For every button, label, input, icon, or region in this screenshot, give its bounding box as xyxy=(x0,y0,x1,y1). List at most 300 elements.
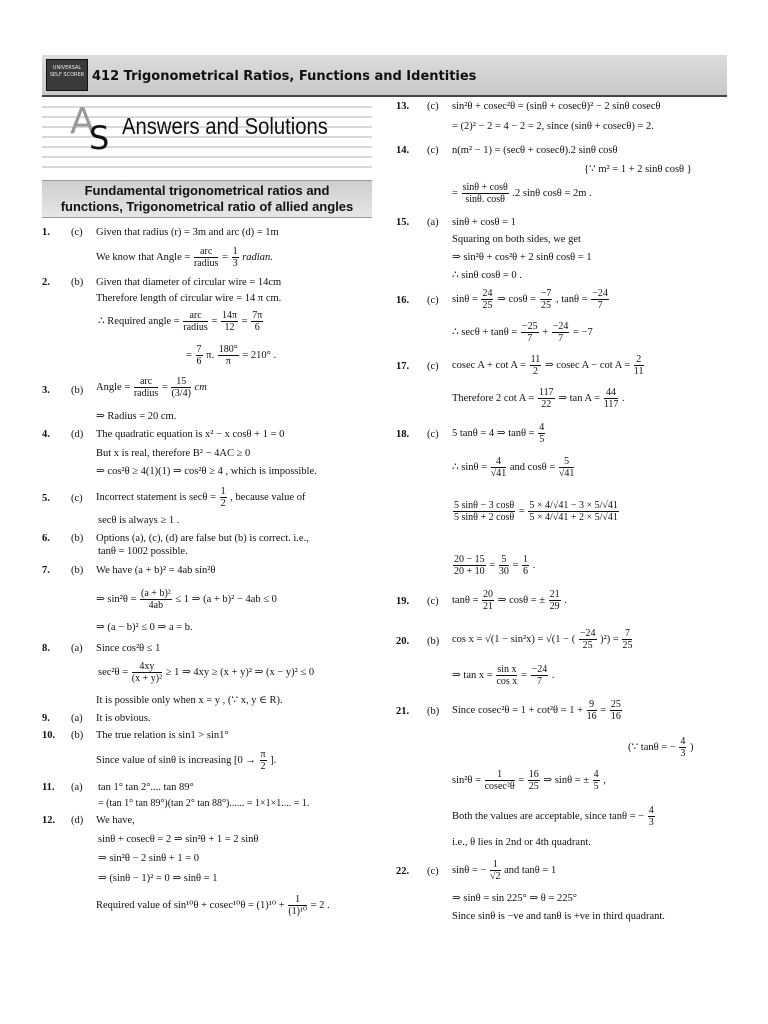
text: Incorrect statement is secθ = xyxy=(96,491,216,503)
answer-2-line3 xyxy=(98,310,264,333)
answer-10-line2 xyxy=(96,749,276,772)
denominator: 25 xyxy=(528,781,539,792)
answer-2-line2: Therefore length of circular wire = 14 π cm. xyxy=(96,293,282,304)
fraction xyxy=(485,769,515,792)
denominator: 25 xyxy=(582,640,593,651)
text: Therefore 2 cot A = xyxy=(452,392,535,404)
fraction xyxy=(132,661,162,684)
banner-letter-s: S xyxy=(89,119,110,157)
text: = xyxy=(161,381,168,393)
fraction xyxy=(531,664,549,687)
fraction xyxy=(251,310,263,333)
fraction xyxy=(538,422,545,445)
denominator: 7 xyxy=(527,333,533,344)
answer-11-line1: tan 1° tan 2°.... tan 89° xyxy=(98,782,194,793)
answer-2 xyxy=(42,276,50,289)
fraction xyxy=(634,354,644,377)
answer-19 xyxy=(396,595,409,608)
answer-number: 14. xyxy=(396,145,410,156)
banner-title: Answers and Solutions xyxy=(122,113,328,139)
text: Angle = xyxy=(96,381,131,393)
answer-option: (c) xyxy=(427,596,439,607)
fraction xyxy=(221,310,238,333)
answer-7-line1: We have (a + b)² = 4ab sin²θ xyxy=(96,565,216,576)
denominator: (3/4) xyxy=(171,388,191,399)
text: cos x = √(1 − sin²x) = √(1 − ( xyxy=(452,633,576,645)
answer-20 xyxy=(396,635,409,648)
text: ⇒ tan x = xyxy=(452,669,493,681)
answer-16-line1 xyxy=(452,288,610,311)
answer-21-line3 xyxy=(452,769,606,792)
answer-15-line4: ∴ sinθ cosθ = 0 . xyxy=(452,270,522,281)
text: .2 sinθ cosθ = 2m . xyxy=(512,187,592,199)
denominator: 7 xyxy=(597,300,603,311)
denominator: 29 xyxy=(549,601,560,612)
fraction xyxy=(491,456,507,479)
denominator: 21 xyxy=(483,601,494,612)
fraction xyxy=(591,288,609,311)
denominator: 4ab xyxy=(148,600,164,611)
answer-21-line5: i.e., θ lies in 2nd or 4th quadrant. xyxy=(452,837,591,848)
section-heading-line2: functions, Trigonometrical ratio of allied angles xyxy=(60,199,354,214)
text: Both the values are acceptable, since tanθ = − xyxy=(452,810,645,822)
answer-1-line2 xyxy=(96,246,273,269)
fraction xyxy=(549,589,561,612)
text: = xyxy=(222,251,228,263)
answer-number: 3. xyxy=(42,385,50,396)
text: π. xyxy=(206,349,215,361)
answer-7-line2 xyxy=(96,588,277,611)
denominator: cosec²θ xyxy=(484,781,515,792)
answer-4-line2: But x is real, therefore B² − 4AC ≥ 0 xyxy=(96,448,251,459)
answer-3-line2: ⇒ Radius = 20 cm. xyxy=(96,411,177,422)
fraction xyxy=(196,344,203,367)
denominator: 3 xyxy=(680,748,686,759)
denominator: 2 xyxy=(220,498,226,509)
answer-15-line1: sinθ + cosθ = 1 xyxy=(452,217,516,228)
answer-number: 8. xyxy=(42,643,50,654)
text: ≥ 1 ⇒ 4xy ≥ (x + y)² ⇒ (x − y)² ≤ 0 xyxy=(165,666,315,678)
numerator: 5 xyxy=(559,456,575,468)
numerator: 180° xyxy=(218,344,238,355)
fraction xyxy=(171,376,190,399)
text: (∵ tanθ = − xyxy=(628,741,676,753)
answer-18-line1 xyxy=(452,422,546,445)
denominator: 25 xyxy=(482,300,493,311)
denominator: √2 xyxy=(490,871,501,882)
denominator: (x + y)² xyxy=(131,673,163,684)
answer-option: (d) xyxy=(71,429,84,440)
numerator: −7 xyxy=(540,288,552,299)
answer-number: 6. xyxy=(42,533,50,544)
text: ∴ Required angle = xyxy=(98,315,180,327)
answer-number: 10. xyxy=(42,730,56,741)
answer-5 xyxy=(42,492,50,505)
answer-number: 12. xyxy=(42,815,56,826)
page-title: 412 Trigonometrical Ratios, Functions and Identities xyxy=(92,69,477,84)
answer-1-line1: Given that radius (r) = 3m and arc (d) = 1m xyxy=(96,227,279,238)
numerator: 2 xyxy=(634,354,644,366)
numerator: −24 xyxy=(592,288,608,299)
text: and tanθ = 1 xyxy=(504,864,557,876)
answer-3 xyxy=(42,384,50,397)
answer-option: (d) xyxy=(71,815,84,826)
answer-option: (a) xyxy=(71,713,83,724)
fraction xyxy=(648,805,655,828)
answer-12-line3: ⇒ sin²θ − 2 sinθ + 1 = 0 xyxy=(98,853,200,864)
answer-option: (c) xyxy=(427,361,439,372)
numerator: 11 xyxy=(530,354,541,365)
answer-number: 19. xyxy=(396,596,410,607)
text: = xyxy=(489,559,496,571)
numerator: 1 xyxy=(220,486,226,497)
answer-number: 4. xyxy=(42,429,50,440)
answer-4 xyxy=(42,428,50,441)
answer-18 xyxy=(396,428,409,441)
denominator: 20 + 10 xyxy=(454,566,485,577)
denominator: 11 xyxy=(633,366,644,377)
answer-number: 13. xyxy=(396,101,410,112)
denominator: 25 xyxy=(622,640,633,651)
denominator: √41 xyxy=(558,468,575,479)
answer-17-line2 xyxy=(452,387,625,410)
numerator: π xyxy=(260,749,266,760)
fraction xyxy=(218,344,239,367)
denominator: 30 xyxy=(498,566,509,577)
answer-number: 15. xyxy=(396,217,410,228)
numerator: 4 xyxy=(491,456,507,468)
answer-15-line3: ⇒ sin²θ + cos²θ + 2 sinθ cosθ = 1 xyxy=(452,252,592,263)
text: = xyxy=(241,315,248,327)
numerator: 4 xyxy=(593,769,599,780)
denominator: 5 sinθ + 2 cosθ xyxy=(454,512,515,523)
numerator: 117 xyxy=(538,387,554,398)
answer-12 xyxy=(42,814,55,827)
answer-18-line2 xyxy=(452,456,575,479)
fraction xyxy=(490,859,501,882)
text: . xyxy=(532,559,536,571)
denominator: 6 xyxy=(522,566,528,577)
denominator: 6 xyxy=(254,322,260,333)
fraction xyxy=(522,554,529,577)
answer-22-line3: Since sinθ is −ve and tanθ is +ve in third quadrant. xyxy=(452,911,665,922)
text: radian. xyxy=(242,251,273,263)
answer-14-line1: n(m² − 1) = (secθ + cosecθ).2 sinθ cosθ xyxy=(452,145,618,156)
denominator: sinθ. cosθ xyxy=(465,194,505,205)
numerator: sinθ + cosθ xyxy=(462,182,508,193)
answer-8-line3: It is possible only when x = y , (∵ x, y ∈ R). xyxy=(96,695,283,706)
numerator: 20 xyxy=(483,589,494,600)
numerator: 5 sinθ − 3 cosθ xyxy=(454,500,515,511)
fraction xyxy=(220,486,227,509)
answer-number: 11. xyxy=(42,782,55,793)
answer-15-line2: Squaring on both sides, we get xyxy=(452,234,581,245)
text: 5 tanθ = 4 ⇒ tanθ = xyxy=(452,427,535,439)
numerator: 7 xyxy=(196,344,202,355)
denominator: √41 xyxy=(490,468,507,479)
answer-21 xyxy=(396,705,409,718)
answer-2-line4 xyxy=(186,344,276,367)
answer-19-line1 xyxy=(452,589,567,612)
fraction xyxy=(183,310,207,333)
denominator: 117 xyxy=(603,399,619,410)
numerator: −25 xyxy=(521,321,538,332)
text: ) xyxy=(690,741,694,753)
text: ⇒ cosθ = xyxy=(497,293,537,305)
fraction xyxy=(593,769,600,792)
answer-number: 9. xyxy=(42,713,50,724)
denominator: π xyxy=(225,356,231,367)
text: Since value of sinθ is increasing xyxy=(96,754,232,766)
numerator: 5 × 4/√41 − 3 × 5/√41 xyxy=(529,500,618,511)
numerator: sin x xyxy=(497,664,517,675)
text: Since cosec²θ = 1 + cot²θ = 1 + xyxy=(452,704,584,716)
answer-8 xyxy=(42,642,50,655)
answer-16-line2 xyxy=(452,321,593,344)
answer-8-line1: Since cos²θ ≤ 1 xyxy=(96,643,161,654)
denominator: cos x xyxy=(496,676,518,687)
fraction xyxy=(579,628,597,651)
answer-6-line2: tanθ = 1002 possible. xyxy=(98,546,188,557)
answer-option: (b) xyxy=(71,730,84,741)
answer-4-line3: ⇒ cos²θ ≥ 4(1)(1) ⇒ cos²θ ≥ 4 , which is impossible. xyxy=(96,466,317,477)
text: = xyxy=(512,559,519,571)
text: We know that Angle = xyxy=(96,251,191,263)
fraction xyxy=(530,354,542,377)
denominator: (1)¹⁰ xyxy=(288,906,307,917)
numerator: 5 xyxy=(499,554,509,566)
answer-option: (c) xyxy=(427,866,439,877)
text: cm xyxy=(194,381,207,393)
numerator: 1 xyxy=(522,554,528,565)
fraction xyxy=(610,699,622,722)
text: = xyxy=(452,187,458,199)
text: = 210° . xyxy=(242,349,277,361)
answer-20-line2 xyxy=(452,664,555,687)
answer-7-line3: ⇒ (a − b)² ≤ 0 ⇒ a = b. xyxy=(96,622,193,633)
numerator: arc xyxy=(134,376,158,388)
text: . xyxy=(621,392,625,404)
numerator: arc xyxy=(194,246,218,258)
answer-12-line2: sinθ + cosecθ = 2 ⇒ sin²θ + 1 = 2 sinθ xyxy=(98,834,259,845)
denominator: radius xyxy=(133,388,159,399)
fraction xyxy=(260,749,267,772)
text: ⇒ cosec A − cot A = xyxy=(544,359,631,371)
numerator: (a + b)² xyxy=(141,588,171,599)
denominator: 12 xyxy=(224,322,235,333)
denominator: radius xyxy=(193,258,219,269)
answer-16 xyxy=(396,294,409,307)
banner-letter-a: A xyxy=(70,101,95,142)
answer-8-line2 xyxy=(98,661,314,684)
denominator: 2 xyxy=(260,761,266,772)
answer-14-line3 xyxy=(452,182,592,205)
answer-option: (b) xyxy=(71,533,84,544)
answer-5-line2: secθ is always ≥ 1 . xyxy=(98,515,180,526)
answer-option: (c) xyxy=(71,493,83,504)
text: + xyxy=(542,326,549,338)
denominator: 25 xyxy=(541,300,552,311)
fraction xyxy=(140,588,172,611)
text: ⇒ tan A = xyxy=(558,392,601,404)
answer-number: 20. xyxy=(396,636,410,647)
text: sec²θ = xyxy=(98,666,129,678)
fraction xyxy=(538,387,555,410)
fraction xyxy=(528,500,618,523)
text: , xyxy=(603,774,606,786)
numerator: −24 xyxy=(552,321,569,332)
numerator: 1 xyxy=(490,859,501,871)
text: cosec A + cot A = xyxy=(452,359,526,371)
answer-15 xyxy=(396,216,409,229)
text: = xyxy=(600,704,607,716)
numerator: 4xy xyxy=(132,661,162,673)
denominator: 16 xyxy=(586,711,597,722)
answer-6 xyxy=(42,532,50,545)
text: = 2 . xyxy=(310,899,330,911)
answer-option: (c) xyxy=(71,227,83,238)
numerator: 25 xyxy=(610,699,621,710)
text: . xyxy=(564,594,567,606)
text: Required value of sin¹⁰θ + cosec¹⁰θ = (1)¹⁰ + xyxy=(96,899,285,911)
numerator: −24 xyxy=(579,628,596,639)
fraction xyxy=(453,554,486,577)
text: ⇒ sinθ = ± xyxy=(543,774,590,786)
answer-number: 7. xyxy=(42,565,50,576)
answer-11-line2: = (tan 1° tan 89°)(tan 2° tan 88°)...... = 1×1×1.... = 1. xyxy=(98,798,310,809)
answer-9-line1: It is obvious. xyxy=(96,713,151,724)
text: tanθ = xyxy=(452,594,479,606)
numerator: 24 xyxy=(482,288,493,299)
answer-number: 22. xyxy=(396,866,410,877)
answer-13-line1: sin²θ + cosec²θ = (sinθ + cosecθ)² − 2 sinθ cosecθ xyxy=(452,101,661,112)
numerator: −24 xyxy=(531,664,548,675)
answer-11 xyxy=(42,781,55,794)
answer-13-line2: = (2)² − 2 = 4 − 2 = 2, since (sinθ + cosecθ) = 2. xyxy=(452,121,654,132)
numerator: 44 xyxy=(604,387,619,399)
denominator: 22 xyxy=(541,399,552,410)
answer-5-line1 xyxy=(96,486,305,509)
numerator: arc xyxy=(183,310,207,322)
denominator: 16 xyxy=(610,711,621,722)
numerator: 1 xyxy=(485,769,515,781)
text: ≤ 1 ⇒ (a + b)² − 4ab ≤ 0 xyxy=(175,593,277,605)
answer-option: (c) xyxy=(427,101,439,112)
fraction xyxy=(496,664,517,687)
answer-number: 21. xyxy=(396,706,410,717)
publisher-logo: UNIVERSAL SELF SCORER xyxy=(46,59,88,91)
fraction xyxy=(587,699,597,722)
answer-option: (a) xyxy=(427,217,439,228)
denominator: 5 × 4/√41 + 2 × 5/√41 xyxy=(529,512,618,523)
fraction xyxy=(559,456,575,479)
text: sinθ = − xyxy=(452,864,487,876)
fraction xyxy=(134,376,158,399)
text: , tanθ = xyxy=(555,293,588,305)
answer-10 xyxy=(42,729,55,742)
numerator: 4 xyxy=(539,422,545,433)
answer-option: (c) xyxy=(427,295,439,306)
answer-14 xyxy=(396,144,409,157)
text: . xyxy=(551,669,555,681)
text: = xyxy=(518,774,525,786)
header-rule xyxy=(42,95,727,97)
answer-option: (a) xyxy=(71,782,83,793)
answer-21-line2 xyxy=(628,736,694,759)
answer-6-line1: Options (a), (c), (d) are false but (b) is correct. i.e., xyxy=(96,533,309,544)
fraction xyxy=(232,246,239,269)
fraction xyxy=(194,246,218,269)
text: [0 → xyxy=(234,754,256,766)
answer-21-line4 xyxy=(452,805,656,828)
answer-number: 5. xyxy=(42,493,50,504)
text: and cosθ = xyxy=(509,461,556,473)
answer-3-line1 xyxy=(96,376,207,399)
denominator: 6 xyxy=(196,356,202,367)
numerator: 21 xyxy=(549,589,560,600)
text: sinθ = xyxy=(452,293,478,305)
answer-21-line1 xyxy=(452,699,623,722)
text: )²) = xyxy=(600,633,619,645)
text: ∴ sinθ = xyxy=(452,461,488,473)
text: ]. xyxy=(270,754,277,766)
answer-9 xyxy=(42,712,50,725)
numerator: 15 xyxy=(171,376,190,388)
text: = xyxy=(211,315,218,327)
fraction xyxy=(482,589,494,612)
answer-12-line4: ⇒ (sinθ − 1)² = 0 ⇒ sinθ = 1 xyxy=(98,873,218,884)
fraction xyxy=(528,769,540,792)
answer-number: 18. xyxy=(396,429,410,440)
answer-13 xyxy=(396,100,409,113)
answer-1 xyxy=(42,226,50,239)
denominator: radius xyxy=(183,322,208,333)
text: ∴ secθ + tanθ = xyxy=(452,326,518,338)
answer-18-line3 xyxy=(452,500,620,523)
answer-option: (b) xyxy=(71,277,84,288)
answer-22 xyxy=(396,865,409,878)
answer-number: 1. xyxy=(42,227,50,238)
text: ⇒ sin²θ = xyxy=(96,593,137,605)
fraction xyxy=(540,288,553,311)
answer-7 xyxy=(42,564,50,577)
numerator: 4 xyxy=(648,805,654,816)
numerator: 9 xyxy=(587,699,597,711)
answer-20-line1 xyxy=(452,628,633,651)
fraction xyxy=(521,321,539,344)
answer-4-line1: The quadratic equation is x² − x cosθ + 1 = 0 xyxy=(96,429,285,440)
text: ⇒ cosθ = ± xyxy=(497,594,546,606)
answer-12-line5 xyxy=(96,894,330,917)
text: = −7 xyxy=(573,326,593,338)
fraction xyxy=(604,387,619,410)
denominator: 5 xyxy=(593,781,599,792)
numerator: 16 xyxy=(528,769,539,780)
answer-22-line2: ⇒ sinθ = sin 225° ⇒ θ = 225° xyxy=(452,893,577,904)
answer-option: (a) xyxy=(71,643,83,654)
denominator: 7 xyxy=(558,333,564,344)
answer-10-line1: The true relation is sin1 > sin1° xyxy=(96,730,229,741)
answer-option: (c) xyxy=(427,145,439,156)
answer-option: (b) xyxy=(427,706,440,717)
numerator: 20 − 15 xyxy=(454,554,485,565)
numerator: 14π xyxy=(221,310,238,321)
answer-12-line1: We have, xyxy=(96,815,135,826)
denominator: 5 xyxy=(539,434,545,445)
fraction xyxy=(288,894,307,917)
fraction xyxy=(453,500,515,523)
answer-22-line1 xyxy=(452,859,556,882)
